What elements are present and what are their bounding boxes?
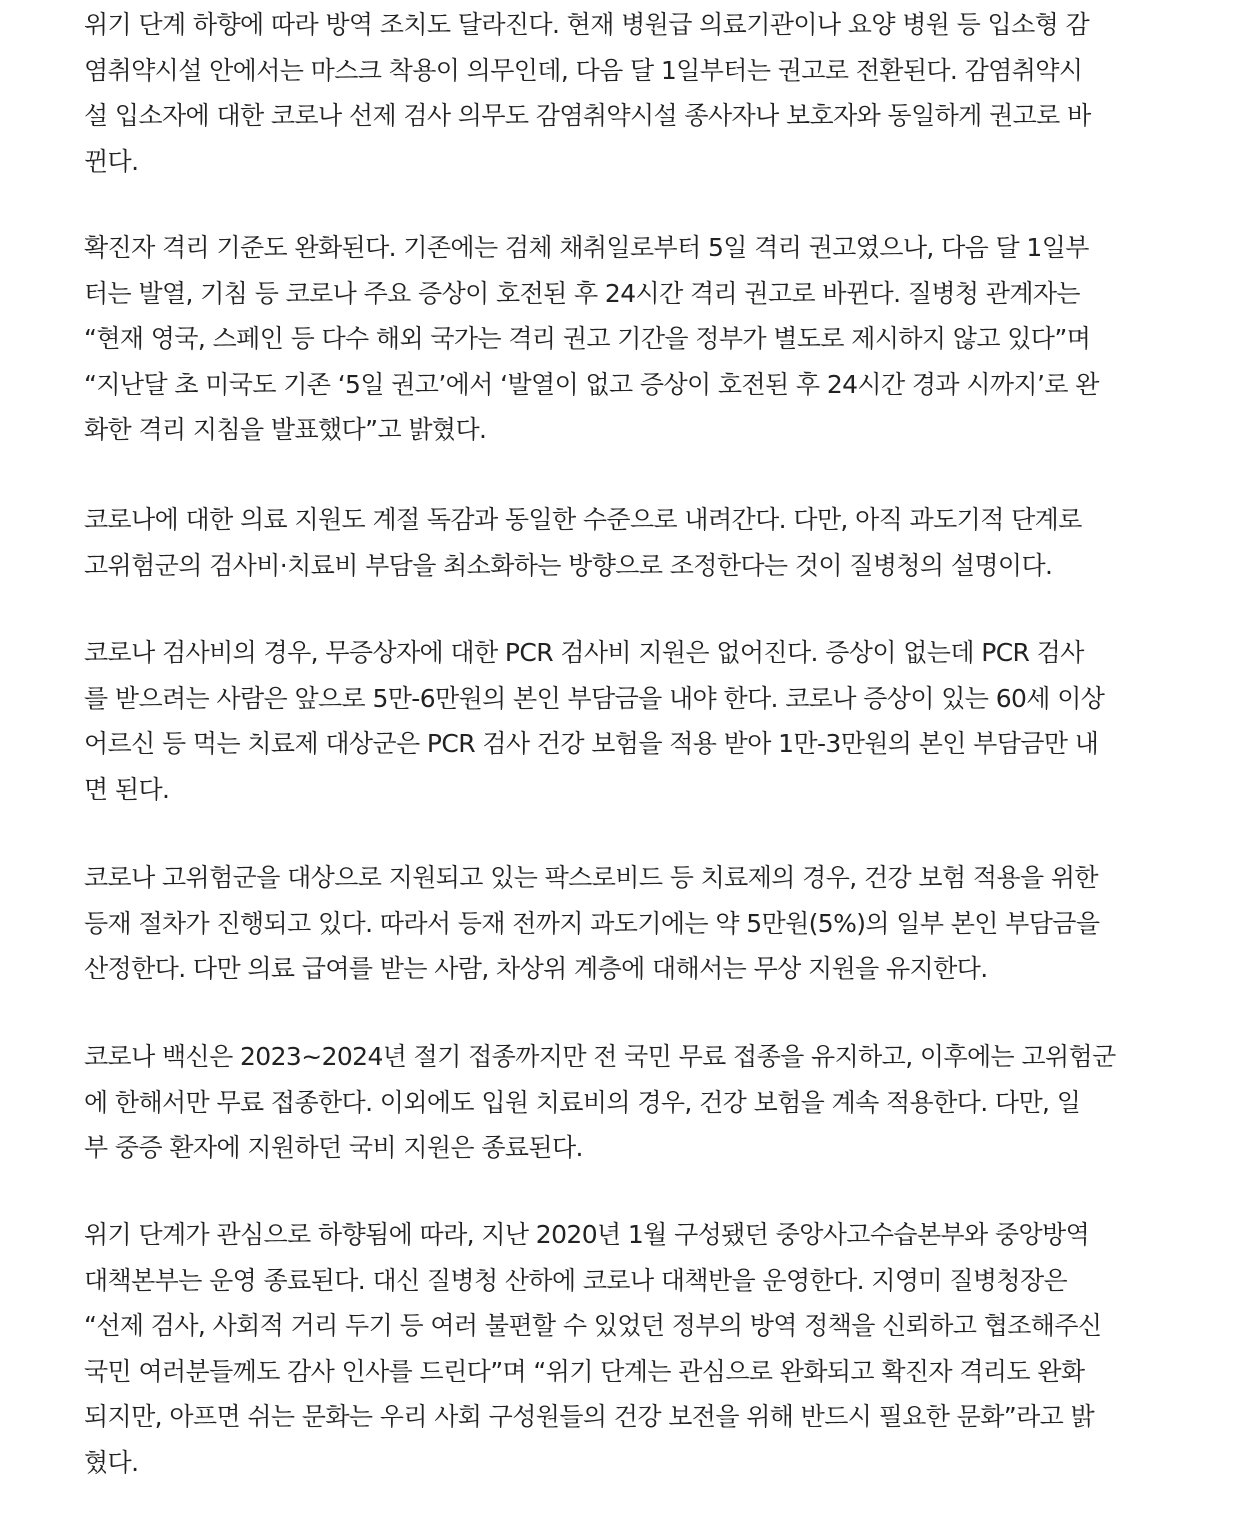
paragraph-line: 화한 격리 지침을 발표했다”고 밝혔다. bbox=[84, 415, 487, 444]
article-paragraph-7 bbox=[84, 1212, 1101, 1485]
paragraph-line: 염취약시설 안에서는 마스크 착용이 의무인데, 다음 달 1일부터는 권고로 전환된다. 감염취약시 bbox=[84, 55, 1083, 85]
paragraph-line: 코로나 검사비의 경우, 무증상자에 대한 PCR 검사비 지원은 없어진다. 증상이 없는데 PCR 검사 bbox=[84, 638, 1084, 667]
paragraph-line: 국민 여러분들께도 감사 인사를 드린다”며 “위기 단계는 관심으로 완화되고 확진자 격리도 완화 bbox=[84, 1356, 1085, 1386]
paragraph-line: “현재 영국, 스페인 등 다수 해외 국가는 격리 권고 기간을 정부가 별도로 제시하지 않고 있다”며 bbox=[84, 324, 1091, 353]
article-paragraph-2 bbox=[84, 225, 1099, 453]
paragraph-line: 확진자 격리 기준도 완화된다. 기존에는 검체 채취일로부터 5일 격리 권고였으나, 다음 달 1일부 bbox=[84, 233, 1089, 262]
paragraph-line: 부 중증 환자에 지원하던 국비 지원은 종료된다. bbox=[84, 1133, 583, 1162]
paragraph-line: 면 된다. bbox=[84, 774, 170, 804]
paragraph-line: 를 받으려는 사람은 앞으로 5만-6만원의 본인 부담금을 내야 한다. 코로나 증상이 있는 60세 이상 bbox=[84, 683, 1105, 713]
paragraph-line: 에 한해서만 무료 접종한다. 이외에도 입원 치료비의 경우, 건강 보험을 계속 적용한다. 다만, 일 bbox=[84, 1087, 1081, 1117]
paragraph-line: 고위험군의 검사비·치료비 부담을 최소화하는 방향으로 조정한다는 것이 질병청의 설명이다. bbox=[84, 550, 1053, 580]
paragraph-line: 코로나 고위험군을 대상으로 지원되고 있는 팍스로비드 등 치료제의 경우, 건강 보험 적용을 위한 bbox=[84, 863, 1098, 892]
article-paragraph-5 bbox=[84, 855, 1099, 992]
article-paragraph-3 bbox=[84, 497, 1082, 588]
paragraph-line: “선제 검사, 사회적 거리 두기 등 여러 불편할 수 있었던 정부의 방역 정책을 신뢰하고 협조해주신 bbox=[84, 1311, 1102, 1340]
paragraph-line: 위기 단계가 관심으로 하향됨에 따라, 지난 2020년 1월 구성됐던 중앙사고수습본부와 중앙방역 bbox=[84, 1220, 1090, 1249]
paragraph-line: 혔다. bbox=[84, 1447, 139, 1477]
paragraph-line: 대책본부는 운영 종료된다. 대신 질병청 산하에 코로나 대책반을 운영한다. 지영미 질병청장은 bbox=[84, 1265, 1068, 1295]
paragraph-line: 위기 단계 하향에 따라 방역 조치도 달라진다. 현재 병원급 의료기관이나 요양 병원 등 입소형 감 bbox=[84, 10, 1090, 39]
article-paragraph-1 bbox=[84, 2, 1091, 184]
paragraph-line: 등재 절차가 진행되고 있다. 따라서 등재 전까지 과도기에는 약 5만원(5%)의 일부 본인 부담금을 bbox=[84, 908, 1100, 938]
paragraph-line: 터는 발열, 기침 등 코로나 주요 증상이 호전된 후 24시간 격리 권고로 바뀐다. 질병청 관계자는 bbox=[84, 278, 1080, 308]
paragraph-line: 설 입소자에 대한 코로나 선제 검사 의무도 감염취약시설 종사자나 보호자와 동일하게 권고로 바 bbox=[84, 101, 1091, 130]
article-paragraph-4 bbox=[84, 630, 1104, 812]
paragraph-line: 코로나 백신은 2023~2024년 절기 접종까지만 전 국민 무료 접종을 유지하고, 이후에는 고위험군 bbox=[84, 1042, 1116, 1071]
paragraph-line: 코로나에 대한 의료 지원도 계절 독감과 동일한 수준으로 내려간다. 다만, 아직 과도기적 단계로 bbox=[84, 505, 1082, 534]
article-paragraph-6 bbox=[84, 1034, 1116, 1171]
paragraph-line: 어르신 등 먹는 치료제 대상군은 PCR 검사 건강 보험을 적용 받아 1만-3만원의 본인 부담금만 내 bbox=[84, 729, 1099, 758]
paragraph-line: 산정한다. 다만 의료 급여를 받는 사람, 차상위 계층에 대해서는 무상 지원을 유지한다. bbox=[84, 954, 988, 983]
paragraph-line: “지난달 초 미국도 기존 ‘5일 권고’에서 ‘발열이 없고 증상이 호전된 후 24시간 경과 시까지’로 완 bbox=[84, 369, 1099, 399]
paragraph-line: 뀐다. bbox=[84, 146, 139, 176]
paragraph-line: 되지만, 아프면 쉬는 문화는 우리 사회 구성원들의 건강 보전을 위해 반드시 필요한 문화”라고 밝 bbox=[84, 1402, 1095, 1431]
